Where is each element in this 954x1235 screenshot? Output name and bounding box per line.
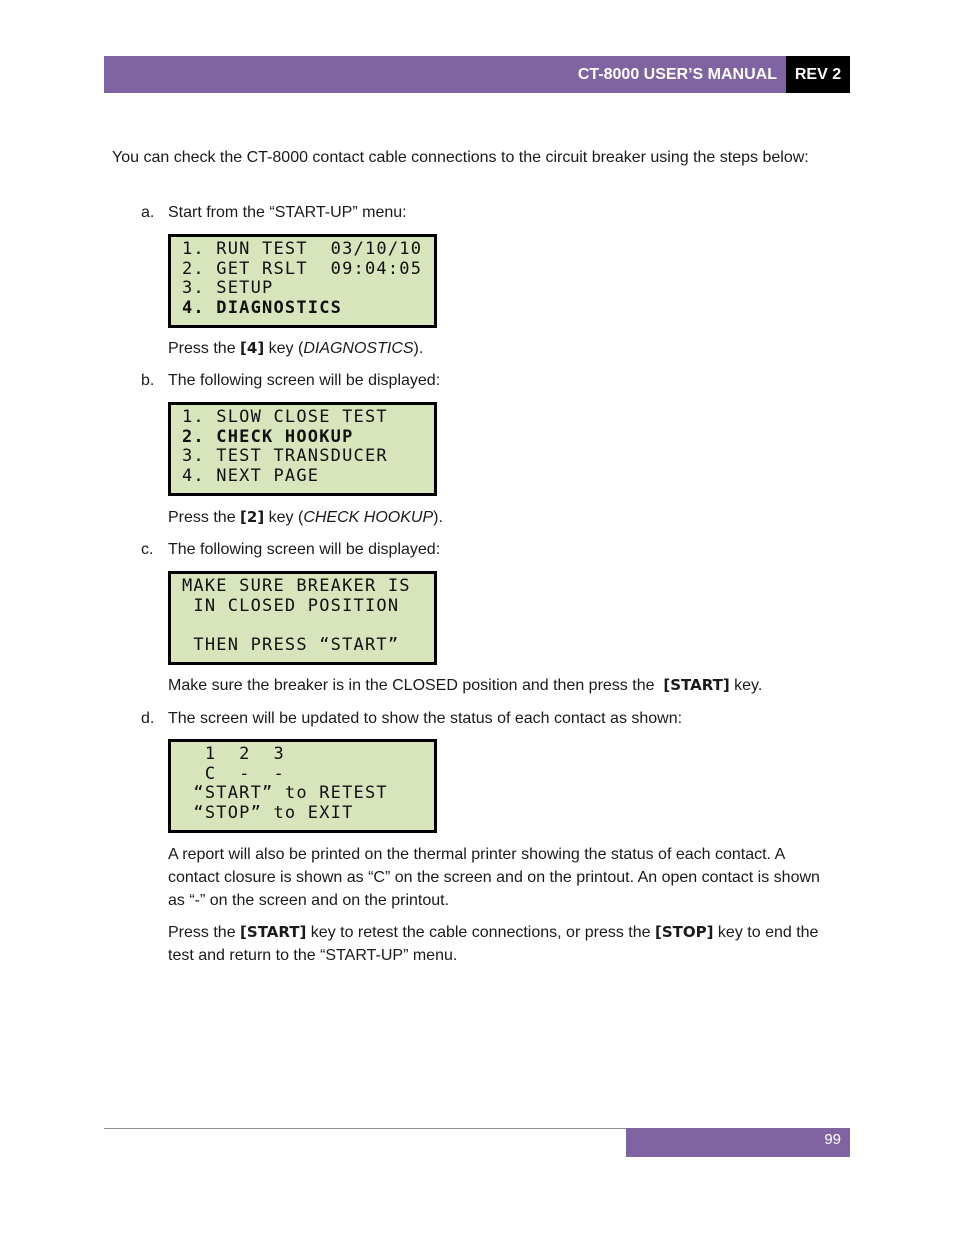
lcd-line: MAKE SURE BREAKER IS [182, 576, 411, 596]
lcd-line: “START” to RETEST [182, 783, 388, 803]
intro-paragraph: You can check the CT-8000 contact cable connections to the circuit breaker using the steps below: [112, 149, 809, 166]
press-mid: key ( [264, 340, 304, 357]
lcd-startup-menu [168, 234, 437, 328]
press-mid: key ( [264, 509, 304, 526]
lcd-line: IN CLOSED POSITION [182, 595, 400, 616]
key-4: [4] [240, 339, 265, 357]
step-a-instruction [168, 337, 423, 360]
lcd-line: C - - [182, 763, 285, 784]
press-suffix: ). [433, 509, 443, 526]
lcd-line-highlighted: 4. DIAGNOSTICS [182, 297, 343, 318]
key-start: [START] [663, 676, 730, 694]
press-suffix: ). [413, 340, 424, 357]
step-d-text: The screen will be updated to show the status of each contact as shown: [168, 710, 683, 727]
menu-item-name: DIAGNOSTICS [303, 340, 414, 357]
revision-label: REV 2 [794, 65, 842, 83]
page-number: 99 [824, 1131, 841, 1148]
lcd-diagnostics-menu [168, 402, 437, 496]
note-prefix: Make sure the breaker is in the CLOSED position and then press the [168, 677, 664, 694]
key-start: [START] [240, 923, 307, 941]
lcd-line-highlighted: 2. CHECK HOOKUP [182, 426, 354, 447]
step-c-instruction [168, 674, 762, 697]
key-2: [2] [240, 508, 265, 526]
press-prefix: Press the [168, 340, 241, 357]
step-c-text: The following screen will be displayed: [168, 541, 441, 558]
final-mid: key to retest the cable connections, or press the [306, 924, 655, 941]
press-prefix: Press the [168, 509, 241, 526]
note-suffix: key. [729, 677, 763, 694]
step-a-text: Start from the “START-UP” menu: [168, 204, 407, 221]
lcd-line: 4. NEXT PAGE [182, 465, 320, 486]
lcd-line: 1. RUN TEST 03/10/10 [182, 239, 423, 259]
lcd-line: THEN PRESS “START” [182, 634, 400, 655]
final-suffix: key to end the test and return to the “START-UP” menu. [168, 924, 819, 964]
lcd-contact-status [168, 739, 437, 833]
lcd-line: 2. GET RSLT 09:04:05 [182, 258, 423, 279]
header-title-bar [104, 56, 786, 93]
step-d-letter: d. [141, 710, 155, 727]
report-paragraph: A report will also be printed on the thermal printer showing the status of each contact. A contact closure is shown as “C” on the screen and on the printout. An open contact is shown as “-” on the screen and on the printout. [168, 846, 820, 909]
manual-title: CT-8000 USER’S MANUAL [577, 65, 777, 83]
final-instruction [168, 921, 836, 967]
lcd-breaker-prompt [168, 571, 437, 665]
step-b-text: The following screen will be displayed: [168, 372, 441, 389]
lcd-line: 1 2 3 [182, 744, 285, 764]
step-b-letter: b. [141, 372, 155, 389]
step-a-letter: a. [141, 204, 155, 221]
lcd-line: “STOP” to EXIT [182, 802, 354, 823]
footer-page-bar [626, 1128, 850, 1157]
step-c-letter: c. [141, 541, 154, 558]
lcd-line: 3. SETUP [182, 278, 274, 298]
footer-divider [104, 1128, 626, 1129]
final-prefix: Press the [168, 924, 241, 941]
lcd-line: 3. TEST TRANSDUCER [182, 446, 388, 466]
revision-badge [786, 56, 850, 93]
step-b-instruction [168, 506, 443, 529]
menu-item-name: CHECK HOOKUP [303, 509, 434, 526]
key-stop: [STOP] [654, 923, 714, 941]
lcd-line: 1. SLOW CLOSE TEST [182, 407, 388, 427]
lcd-line [182, 616, 434, 636]
